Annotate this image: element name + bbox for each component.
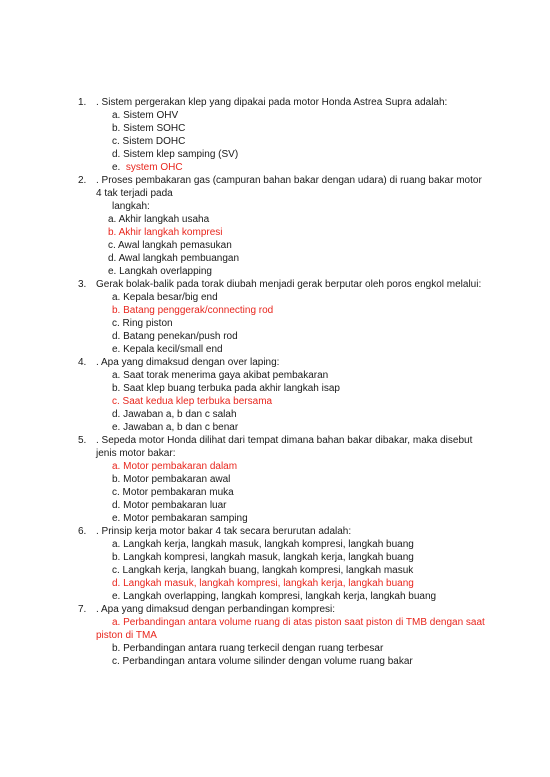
option-d: d. Batang penekan/push rod: [112, 331, 238, 342]
question-3: [78, 278, 498, 356]
option-c: c. Sistem DOHC: [112, 136, 186, 147]
option-d: d. Awal langkah pembuangan: [108, 253, 240, 264]
question-text: . Prinsip kerja motor bakar 4 tak secara berurutan adalah:: [96, 526, 352, 537]
question-text-continued: jenis motor bakar:: [96, 448, 176, 459]
option-e: e. Jawaban a, b dan c benar: [112, 422, 239, 433]
option-a: a. Sistem OHV: [112, 110, 179, 121]
option-a-answer: a. Motor pembakaran dalam: [112, 461, 238, 472]
question-number: 4.: [78, 357, 87, 368]
option-d: d. Jawaban a, b dan c salah: [112, 409, 237, 420]
question-2: [78, 174, 498, 278]
option-e: e. Langkah overlapping, langkah kompresi, langkah kerja, langkah buang: [112, 591, 437, 602]
question-list: [78, 96, 498, 668]
question-7: [78, 603, 498, 668]
question-4: [78, 356, 498, 434]
option-b: b. Motor pembakaran awal: [112, 474, 231, 485]
question-text: . Sistem pergerakan klep yang dipakai pada motor Honda Astrea Supra adalah:: [96, 97, 448, 108]
option-label: e.: [112, 162, 121, 173]
option-c: c. Motor pembakaran muka: [112, 487, 234, 498]
question-number: 6.: [78, 526, 87, 537]
option-a-answer-continued: piston di TMA: [96, 630, 157, 641]
option-d: d. Sistem klep samping (SV): [112, 149, 239, 160]
option-a: a. Akhir langkah usaha: [108, 214, 210, 225]
option-c: c. Perbandingan antara volume silinder dengan volume ruang bakar: [112, 656, 413, 667]
option-answer-text: system OHC: [125, 162, 183, 173]
question-number: 1.: [78, 97, 87, 108]
option-b: b. Langkah kompresi, langkah masuk, langkah kerja, langkah buang: [112, 552, 414, 563]
option-d: d. Motor pembakaran luar: [112, 500, 227, 511]
option-d-answer: d. Langkah masuk, langkah kompresi, langkah kerja, langkah buang: [112, 578, 414, 589]
question-number: 2.: [78, 175, 87, 186]
option-b: b. Sistem SOHC: [112, 123, 186, 134]
option-a: a. Kepala besar/big end: [112, 292, 218, 303]
option-c: c. Langkah kerja, langkah buang, langkah kompresi, langkah masuk: [112, 565, 414, 576]
question-text: . Apa yang dimaksud dengan perbandingan kompresi:: [96, 604, 336, 615]
question-6: [78, 525, 498, 603]
question-text-continued-2: langkah:: [112, 201, 150, 212]
option-e: [78, 161, 498, 174]
option-b-answer: b. Batang penggerak/connecting rod: [112, 305, 274, 316]
option-a: a. Saat torak menerima gaya akibat pembakaran: [112, 370, 329, 381]
question-text: . Sepeda motor Honda dilihat dari tempat dimana bahan bakar dibakar, maka disebut: [96, 435, 473, 446]
option-a: a. Langkah kerja, langkah masuk, langkah kompresi, langkah buang: [112, 539, 414, 550]
option-c: c. Awal langkah pemasukan: [108, 240, 232, 251]
option-b: b. Perbandingan antara ruang terkecil dengan ruang terbesar: [112, 643, 384, 654]
question-1: [78, 96, 498, 174]
question-5: [78, 434, 498, 525]
option-e: e. Kepala kecil/small end: [112, 344, 223, 355]
question-number: 5.: [78, 435, 87, 446]
option-e: e. Motor pembakaran samping: [112, 513, 248, 524]
question-text: Gerak bolak-balik pada torak diubah menjadi gerak berputar oleh poros engkol melalui:: [96, 279, 482, 290]
option-c-answer: c. Saat kedua klep terbuka bersama: [112, 396, 273, 407]
question-text: . Apa yang dimaksud dengan over laping:: [96, 357, 280, 368]
option-e: e. Langkah overlapping: [108, 266, 212, 277]
question-text-continued: 4 tak terjadi pada: [96, 188, 173, 199]
option-c: c. Ring piston: [112, 318, 173, 329]
option-a-answer: a. Perbandingan antara volume ruang di atas piston saat piston di TMB dengan saat: [112, 617, 485, 628]
question-number: 7.: [78, 604, 87, 615]
question-number: 3.: [78, 279, 87, 290]
option-b: b. Saat klep buang terbuka pada akhir langkah isap: [112, 383, 340, 394]
question-text: . Proses pembakaran gas (campuran bahan bakar dengan udara) di ruang bakar motor: [96, 175, 482, 186]
option-b-answer: b. Akhir langkah kompresi: [108, 227, 223, 238]
